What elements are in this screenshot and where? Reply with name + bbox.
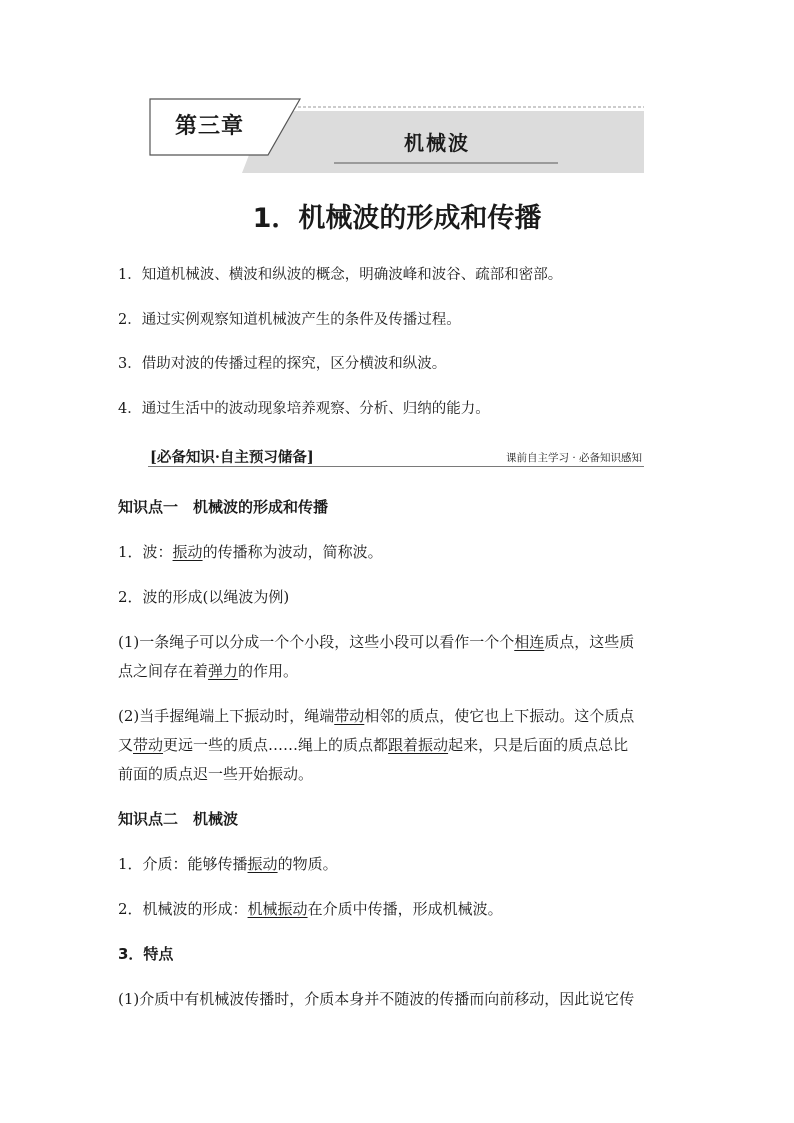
text: 又 xyxy=(118,736,134,754)
objective-item: 2．通过实例观察知道机械波产生的条件及传播过程。 xyxy=(118,311,461,328)
underlined-term: 机械振动 xyxy=(247,900,308,918)
underlined-term: 振动 xyxy=(172,543,203,561)
underlined-term: 跟着振动 xyxy=(388,736,449,754)
paragraph xyxy=(118,628,680,686)
text: 的传播称为波动，简称波。 xyxy=(202,543,383,561)
text: 更远一些的质点……绳上的质点都 xyxy=(163,736,389,754)
paragraph: 3．特点 xyxy=(118,945,174,963)
text: (2)当手握绳端上下振动时，绳端 xyxy=(118,707,335,725)
objective-item: 4．通过生活中的波动现象培养观察、分析、归纳的能力。 xyxy=(118,400,490,417)
paragraph xyxy=(118,538,680,567)
knowledge-header-label: [必备知识·自主预习储备] xyxy=(150,449,314,466)
text: 质点，这些质 xyxy=(544,633,635,651)
underlined-term: 带动 xyxy=(334,707,365,725)
knowledge-point-heading: 知识点一 机械波的形成和传播 xyxy=(118,498,329,516)
text: 前面的质点迟一些开始振动。 xyxy=(118,765,314,783)
text: 1．波： xyxy=(118,543,173,561)
text: 的物质。 xyxy=(277,855,338,873)
header-divider xyxy=(148,466,644,467)
underlined-term: 带动 xyxy=(133,736,164,754)
knowledge-section-header xyxy=(148,446,644,468)
chapter-name: 机械波 xyxy=(404,131,470,155)
section-title: 1．机械波的形成和传播 xyxy=(252,203,542,234)
knowledge-point-heading: 知识点二 机械波 xyxy=(118,810,239,828)
paragraph xyxy=(118,850,680,879)
paragraph: 2．波的形成(以绳波为例) xyxy=(118,588,290,606)
text: 1．介质：能够传播 xyxy=(118,855,248,873)
text: 2．机械波的形成： xyxy=(118,900,248,918)
learning-objectives xyxy=(118,264,688,442)
text: (1)一条绳子可以分成一个个小段，这些小段可以看作一个个 xyxy=(118,633,515,651)
paragraph: (1)介质中有机械波传播时，介质本身并不随波的传播而向前移动，因此说它传 xyxy=(118,990,635,1008)
objective-item: 3．借助对波的传播过程的探究，区分横波和纵波。 xyxy=(118,356,447,372)
paragraph xyxy=(118,895,680,924)
chapter-banner xyxy=(148,97,644,173)
main-content xyxy=(118,493,680,1014)
text: 在介质中传播，形成机械波。 xyxy=(307,900,503,918)
objective-item: 1．知道机械波、横波和纵波的概念，明确波峰和波谷、疏部和密部。 xyxy=(118,267,563,283)
knowledge-header-subtitle: 课前自主学习 · 必备知识感知 xyxy=(505,452,642,464)
text: 相邻的质点，使它也上下振动。这个质点 xyxy=(364,707,635,725)
chapter-label: 第三章 xyxy=(175,114,245,139)
underlined-term: 弹力 xyxy=(208,662,239,680)
underlined-term: 相连 xyxy=(514,633,545,651)
text: 点之间存在着 xyxy=(118,662,209,680)
text: 起来，只是后面的质点总比 xyxy=(448,736,629,754)
underlined-term: 振动 xyxy=(247,855,278,873)
text: 的作用。 xyxy=(238,662,299,680)
paragraph xyxy=(118,702,680,789)
